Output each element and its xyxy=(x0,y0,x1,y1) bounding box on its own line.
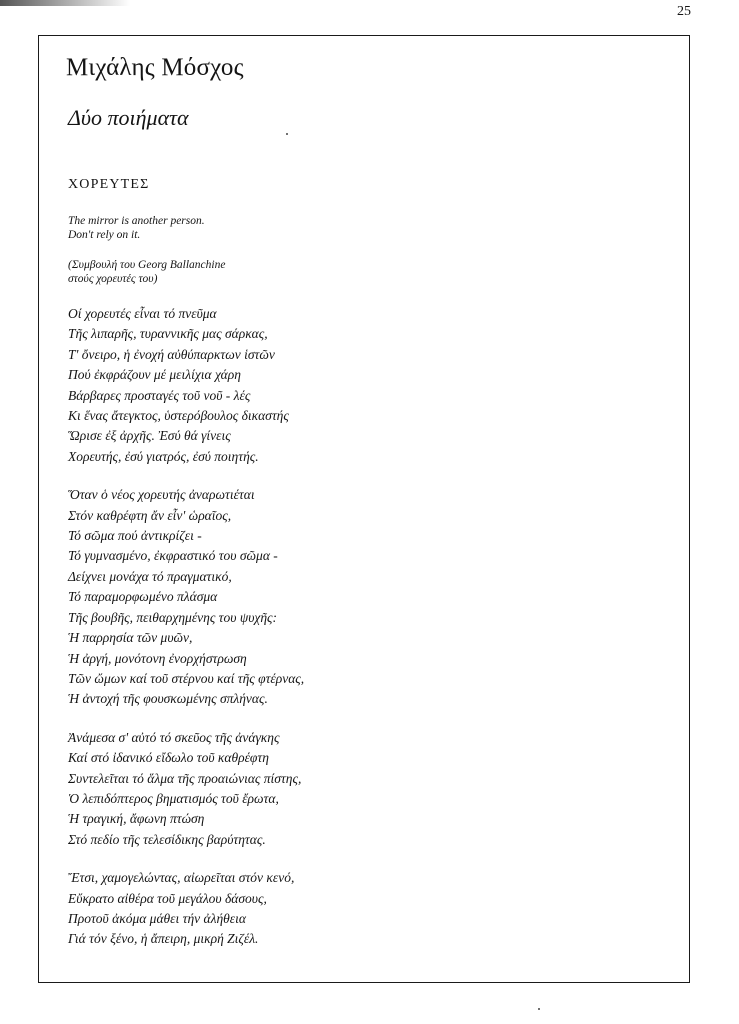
poem-line: Τό γυμνασμένο, ἐκφραστικό του σῶμα - xyxy=(68,548,278,564)
poem-line: Πού ἐκφράζουν μέ μειλίχια χάρη xyxy=(68,367,241,383)
poem-line: Στό πεδίο τῆς τελεσίδικης βαρύτητας. xyxy=(68,831,266,847)
poem-title: ΧΟΡΕΥΤΕΣ xyxy=(68,177,150,192)
epigraph-line: The mirror is another person. xyxy=(68,215,205,227)
scan-edge-shadow xyxy=(0,0,130,6)
poem-line: Ἡ παρρησία τῶν μυῶν, xyxy=(68,630,193,646)
epigraph-line: Don't rely on it. xyxy=(68,229,141,241)
poem-line: Ὅταν ὁ νέος χορευτής ἀναρωτιέται xyxy=(68,487,255,503)
scan-speck xyxy=(538,1008,540,1010)
poem-line: Ἡ ἀργή, μονότονη ἐνορχήστρωση xyxy=(68,650,247,666)
poem-line: Τῆς βουβῆς, πειθαρχημένης του ψυχῆς: xyxy=(68,609,278,625)
collection-subtitle: Δύο ποιήματα xyxy=(68,105,189,130)
poem-content xyxy=(66,52,666,950)
stanza-4 xyxy=(68,868,666,950)
poem-line: Ὥρισε ἐξ ἀρχῆς. Ἐσύ θά γίνεις xyxy=(68,428,231,444)
poem-line: Προτοῦ ἀκόμα μάθει τήν ἀλήθεια xyxy=(68,910,246,926)
poem-line: Κι ἕνας ἄτεγκτος, ὑστερόβουλος δικαστής xyxy=(68,408,289,424)
poem-line: Δείχνει μονάχα τό πραγματικό, xyxy=(68,568,232,584)
poem-line: Γιά τόν ξένο, ἡ ἄπειρη, μικρή Ζιζέλ. xyxy=(68,931,259,947)
scan-speck xyxy=(286,133,288,135)
poem-line: Τό σῶμα πού ἀντικρίζει - xyxy=(68,528,202,544)
author-name: Μιχάλης Μόσχος xyxy=(66,54,244,81)
poem-line: Βάρβαρες προσταγές τοῦ νοῦ - λές xyxy=(68,387,251,403)
stanza-3 xyxy=(68,728,666,850)
epigraph-attribution xyxy=(68,258,666,286)
epigraph xyxy=(68,214,666,242)
stanza-1 xyxy=(68,304,666,467)
poem-line: Τ' ὄνειρο, ἡ ἐνοχή αὐθύπαρκτων ἱστῶν xyxy=(68,346,275,362)
poem-line: Εὔκρατο αἰθέρα τοῦ μεγάλου δάσους, xyxy=(68,890,267,906)
poem-line: Ὁ λεπιδόπτερος βηματισμός τοῦ ἔρωτα, xyxy=(68,790,279,806)
poem-body xyxy=(66,304,666,950)
poem-line: Χορευτής, ἐσύ γιατρός, ἐσύ ποιητής. xyxy=(68,448,259,464)
poem-line: Τῆς λιπαρῆς, τυραννικῆς μας σάρκας, xyxy=(68,326,268,342)
page-number: 25 xyxy=(677,4,691,19)
stanza-2 xyxy=(68,485,666,709)
attribution-line: στούς χορευτές του) xyxy=(68,273,158,285)
poem-line: Ἡ τραγική, ἄφωνη πτώση xyxy=(68,811,205,827)
poem-line: Ἔτσι, χαμογελώντας, αἰωρεῖται στόν κενό, xyxy=(68,870,295,886)
attribution-line: (Συμβουλή του Georg Ballanchine xyxy=(68,259,226,271)
poem-line: Συντελεῖται τό ἅλμα τῆς προαιώνιας πίστης, xyxy=(68,770,302,786)
poem-line: Στόν καθρέφτη ἄν εἶν' ὡραῖος, xyxy=(68,507,232,523)
poem-line: Τῶν ὤμων καί τοῦ στέρνου καί τῆς φτέρνας, xyxy=(68,670,305,686)
poem-line: Ἡ ἀντοχή τῆς φουσκωμένης σπλήνας. xyxy=(68,691,268,707)
poem-line: Τό παραμορφωμένο πλάσμα xyxy=(68,589,218,605)
poem-line: Καί στό ἰδανικό εἴδωλο τοῦ καθρέφτη xyxy=(68,750,269,766)
poem-line: Ἀνάμεσα σ' αὐτό τό σκεῦος τῆς ἀνάγκης xyxy=(68,729,280,745)
poem-line: Οί χορευτές εἶναι τό πνεῦμα xyxy=(68,306,217,321)
